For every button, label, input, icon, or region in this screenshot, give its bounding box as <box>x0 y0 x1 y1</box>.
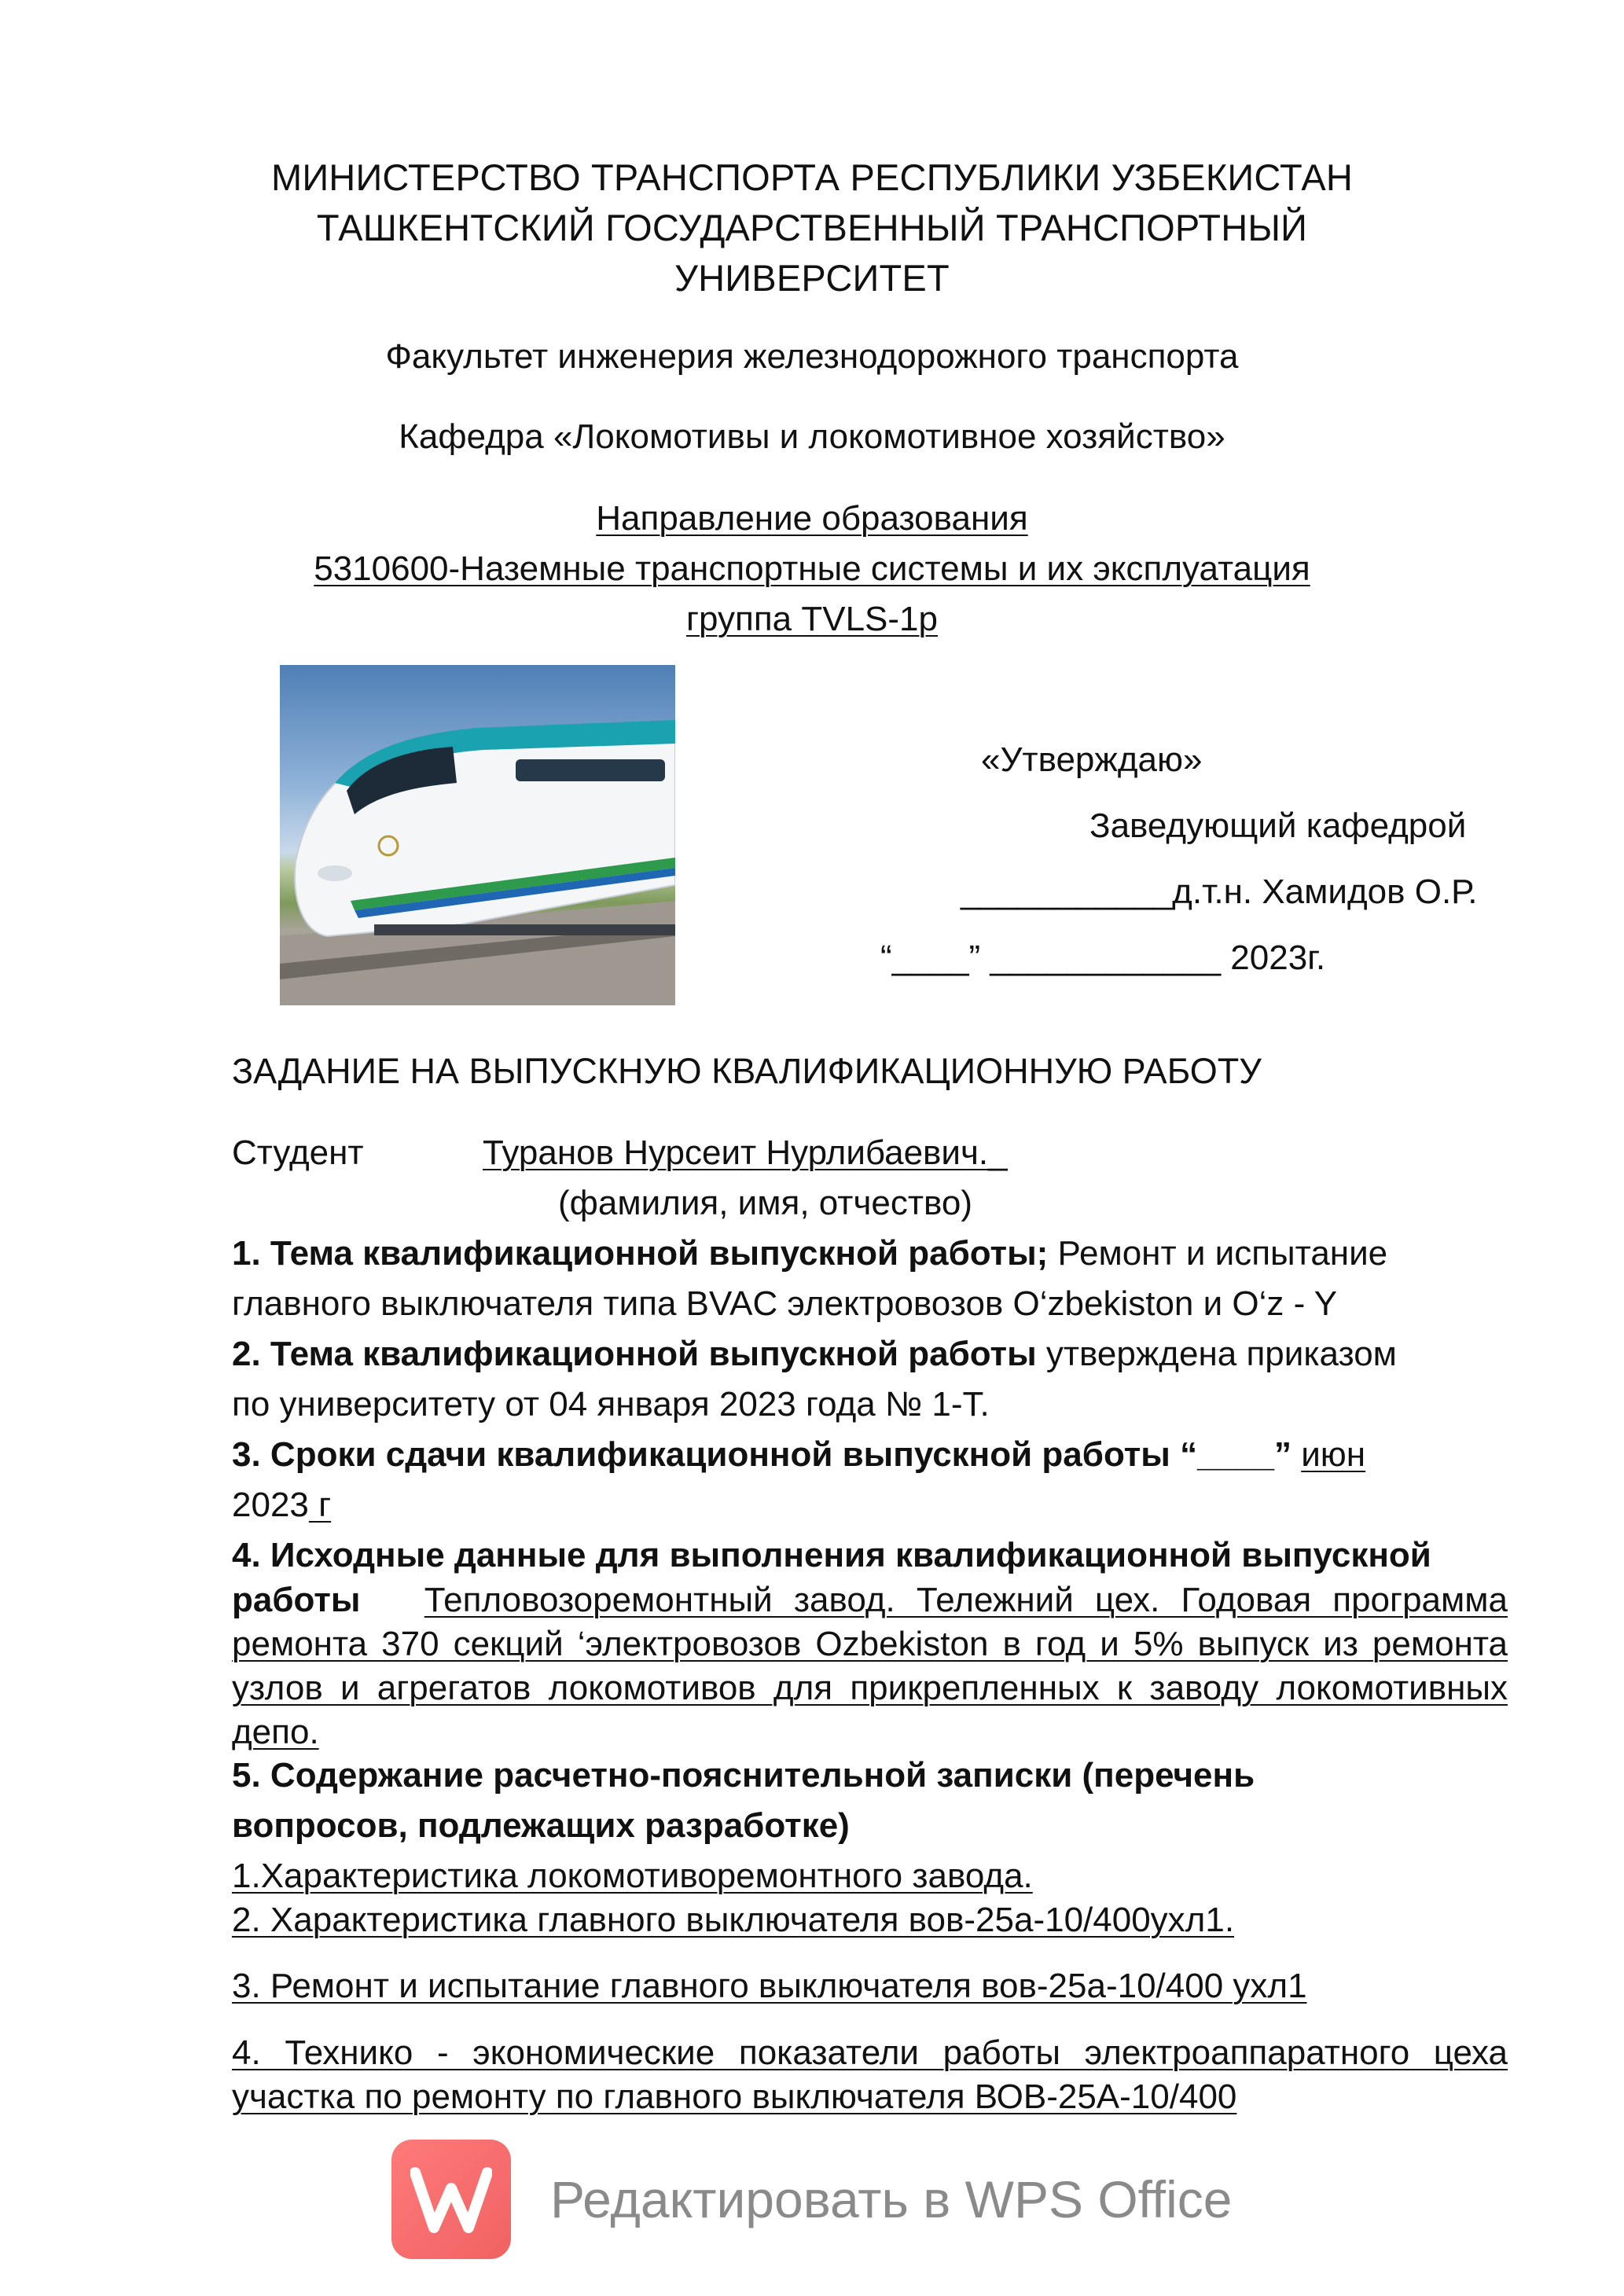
student-name-trailer: _ <box>988 1133 1008 1172</box>
list-item <box>232 1899 1234 1941</box>
item3-line1 <box>232 1434 1365 1476</box>
department-name: Кафедра «Локомотивы и локомотивное хозяйство» <box>399 417 1225 456</box>
ministry-line-2: ТАШКЕНТСКИЙ ГОСУДАРСТВЕННЫЙ ТРАНСПОРТНЫЙ <box>316 207 1308 248</box>
item1-line2: главного выключателя типа BVAC электровозов O‘zbekiston и O‘z - Y <box>232 1284 1338 1323</box>
item1-line1 <box>232 1232 1387 1275</box>
approval-date-line: “____” ____________ 2023г. <box>880 939 1326 977</box>
ministry-line-1: МИНИСТЕРСТВО ТРАНСПОРТА РЕСПУБЛИКИ УЗБЕКИСТАН <box>270 156 1354 198</box>
direction-label-text: Направление образования <box>596 499 1028 538</box>
item3-year: 2023 <box>232 1486 309 1524</box>
faculty-name: Факультет инженерия железнодорожного транспорта <box>385 337 1239 376</box>
item4-text: Тепловозоремонтный завод. Тележний цех. Годовая программа ремонта 370 секций ‘электровозов Ozbekiston в год и 5% выпуск из ремонта узлов и агрегатов локомотивов для прикрепленных к заводу локомотивных депо. <box>232 1581 1508 1751</box>
list-item <box>232 1855 1033 1897</box>
item4-bold-b: работы <box>232 1581 361 1619</box>
item2-bold: 2. Тема квалификационной выпускной работы <box>232 1335 1037 1373</box>
direction-label <box>0 495 1624 542</box>
group-line <box>0 596 1624 643</box>
item5-line2 <box>232 1805 850 1847</box>
item5-bold-b: вопросов, подлежащих разработке) <box>232 1806 850 1845</box>
item3-line2 <box>232 1484 331 1526</box>
ministry-line-3: УНИВЕРСИТЕТ <box>674 257 950 299</box>
name-hint: (фамилия, имя, отчество) <box>558 1184 972 1222</box>
item1-bold: 1. Тема квалификационной выпускной работы; <box>232 1234 1049 1273</box>
approval-title: «Утверждаю» <box>981 740 1203 779</box>
item2-line2: по университету от 04 января 2023 года № 1-Т. <box>232 1385 990 1424</box>
assignment-title: ЗАДАНИЕ НА ВЫПУСКНУЮ КВАЛИФИКАЦИОННУЮ РАБОТУ <box>232 1051 1262 1091</box>
item2-text-a: утверждена приказом <box>1036 1335 1397 1373</box>
student-name-text: Туранов Нурсеит Нурлибаевич. <box>483 1133 989 1172</box>
list-item-3: 3. Ремонт и испытание главного выключателя вов-25а-10/400 ухл1 <box>232 1967 1307 2005</box>
direction-code-text: 5310600-Наземные транспортные системы и их эксплуатация <box>314 549 1310 588</box>
item5-line1 <box>232 1754 1255 1797</box>
wps-w-icon <box>410 2165 492 2234</box>
list-item-2: 2. Характеристика главного выключателя вов-25а-10/400ухл1. <box>232 1901 1235 1939</box>
student-name <box>483 1132 1008 1174</box>
student-label: Студент <box>232 1133 364 1172</box>
approval-position: Заведующий кафедрой <box>1089 806 1467 845</box>
train-photo <box>280 665 675 1005</box>
list-item-4: 4. Технико - экономические показатели работы электроаппаратного цеха участка по ремонту по главного выключателя ВОВ-25А-10/400 <box>232 2033 1508 2116</box>
list-item <box>232 2031 1508 2119</box>
item2-line1 <box>232 1333 1397 1376</box>
wps-logo-button[interactable] <box>391 2140 511 2259</box>
list-item <box>232 1965 1307 2008</box>
item5-bold-a: 5. Содержание расчетно-пояснительной записки (перечень <box>232 1756 1255 1795</box>
item3-bold: 3. Сроки сдачи квалификационной выпускной работы “____” <box>232 1435 1291 1474</box>
item1-text-a: Ремонт и испытание <box>1048 1234 1388 1273</box>
group-text: группа TVLS-1p <box>685 600 938 638</box>
wps-edit-link[interactable]: Редактировать в WPS Office <box>550 2170 1233 2228</box>
direction-code <box>0 546 1624 593</box>
item4-body <box>232 1578 1508 1754</box>
train-illustration <box>280 665 675 1005</box>
list-item-1: 1.Характеристика локомотиворемонтного завода. <box>232 1857 1033 1895</box>
approval-signature-line: ___________д.т.н. Хамидов О.Р. <box>961 872 1478 911</box>
item4-line1 <box>232 1534 1431 1577</box>
item3-month: июн <box>1301 1435 1366 1474</box>
item3-year-suffix: г <box>308 1486 332 1524</box>
item4-bold-a: 4. Исходные данные для выполнения квалификационной выпускной <box>232 1536 1431 1574</box>
